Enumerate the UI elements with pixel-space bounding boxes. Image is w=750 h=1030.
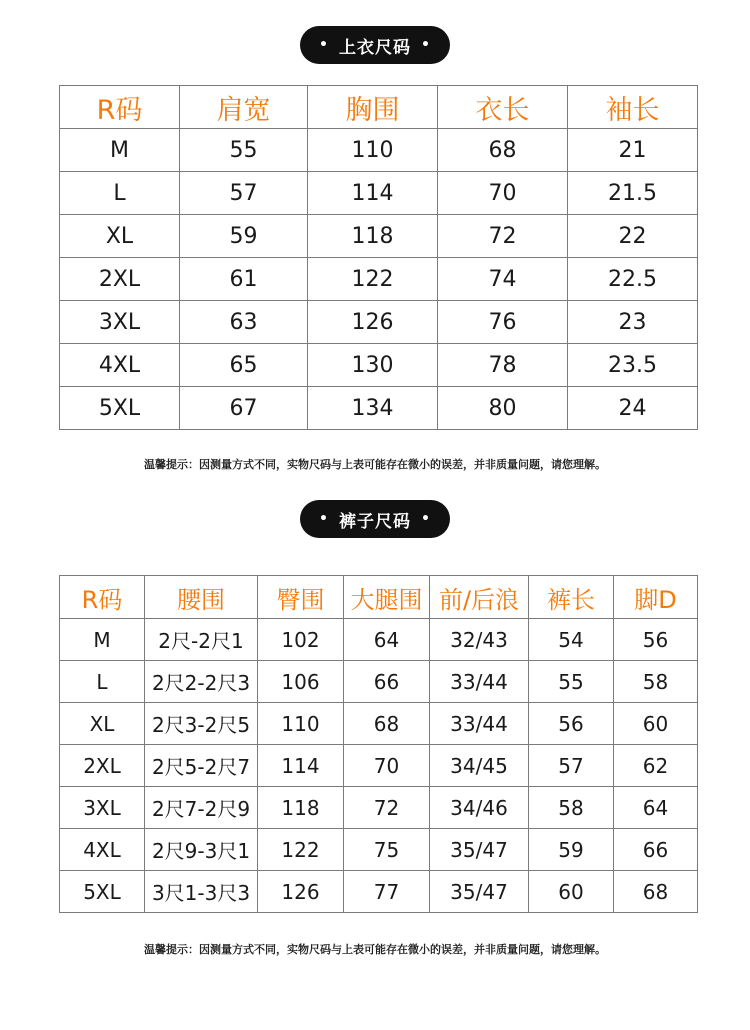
table-row (60, 871, 698, 913)
table-row (60, 129, 698, 172)
table-cell: 4XL (60, 829, 145, 871)
table-row (60, 172, 698, 215)
table-row (60, 745, 698, 787)
table-cell: 78 (438, 344, 568, 387)
table-cell: L (60, 661, 145, 703)
bottom-section-title: 裤子尺码 (339, 511, 411, 532)
top-size-table (59, 85, 698, 430)
table-cell: 22.5 (568, 258, 698, 301)
table-cell: 134 (308, 387, 438, 430)
table-cell: 54 (529, 619, 614, 661)
table-cell: 35/47 (430, 871, 529, 913)
header-cell: 裤长 (529, 576, 614, 619)
table-cell: 102 (258, 619, 344, 661)
table-cell: 118 (308, 215, 438, 258)
table-row (60, 787, 698, 829)
table-cell: 21.5 (568, 172, 698, 215)
table-cell: 33/44 (430, 661, 529, 703)
table-cell: 66 (614, 829, 698, 871)
table-cell: 55 (180, 129, 308, 172)
table-header-row (60, 576, 698, 619)
header-cell: 臀围 (258, 576, 344, 619)
bottom-note: 温馨提示：因测量方式不同，实物尺码与上表可能存在微小的误差，并非质量问题，请您理解。 (144, 943, 606, 956)
table-cell: 35/47 (430, 829, 529, 871)
table-cell: 77 (344, 871, 430, 913)
table-cell: 75 (344, 829, 430, 871)
table-cell: 2尺3-2尺5 (145, 703, 258, 745)
table-cell: 5XL (60, 387, 180, 430)
table-cell: 74 (438, 258, 568, 301)
table-cell: 59 (180, 215, 308, 258)
table-cell: 3尺1-3尺3 (145, 871, 258, 913)
table-cell: 64 (614, 787, 698, 829)
table-cell: 3XL (60, 787, 145, 829)
table-cell: 63 (180, 301, 308, 344)
table-cell: 64 (344, 619, 430, 661)
table-cell: 57 (529, 745, 614, 787)
table-row (60, 344, 698, 387)
table-cell: 68 (344, 703, 430, 745)
table-cell: 56 (614, 619, 698, 661)
dot-left: • (319, 511, 329, 527)
table-row (60, 387, 698, 430)
table-row (60, 829, 698, 871)
table-cell: 72 (438, 215, 568, 258)
table-cell: 118 (258, 787, 344, 829)
table-cell: 24 (568, 387, 698, 430)
table-row (60, 215, 698, 258)
table-cell: 23.5 (568, 344, 698, 387)
dot-right: • (421, 37, 431, 53)
top-note: 温馨提示：因测量方式不同，实物尺码与上表可能存在微小的误差，并非质量问题，请您理解。 (144, 458, 606, 471)
table-cell: 126 (308, 301, 438, 344)
table-cell: 23 (568, 301, 698, 344)
table-cell: XL (60, 215, 180, 258)
table-cell: 2XL (60, 258, 180, 301)
table-cell: 61 (180, 258, 308, 301)
table-cell: 2尺9-3尺1 (145, 829, 258, 871)
table-row (60, 301, 698, 344)
table-cell: 2尺-2尺1 (145, 619, 258, 661)
table-cell: 2XL (60, 745, 145, 787)
table-cell: 62 (614, 745, 698, 787)
pants-size-table (59, 575, 698, 913)
table-cell: 34/45 (430, 745, 529, 787)
table-cell: 5XL (60, 871, 145, 913)
header-cell: 前/后浪 (430, 576, 529, 619)
top-section-title: 上衣尺码 (339, 37, 411, 58)
table-cell: 106 (258, 661, 344, 703)
dot-left: • (319, 37, 329, 53)
table-cell: 76 (438, 301, 568, 344)
table-cell: 33/44 (430, 703, 529, 745)
table-cell: 2尺7-2尺9 (145, 787, 258, 829)
table-cell: 4XL (60, 344, 180, 387)
table-cell: 60 (529, 871, 614, 913)
table-cell: 70 (344, 745, 430, 787)
table-cell: 80 (438, 387, 568, 430)
top-section-title-pill (300, 26, 450, 64)
table-cell: 68 (438, 129, 568, 172)
table-cell: L (60, 172, 180, 215)
table-cell: 32/43 (430, 619, 529, 661)
header-cell: 肩宽 (180, 86, 308, 129)
table-cell: 122 (258, 829, 344, 871)
table-cell: 2尺5-2尺7 (145, 745, 258, 787)
table-cell: 22 (568, 215, 698, 258)
bottom-section-title-pill (300, 500, 450, 538)
table-cell: 58 (529, 787, 614, 829)
table-cell: 2尺2-2尺3 (145, 661, 258, 703)
table-cell: 21 (568, 129, 698, 172)
header-cell: 脚D (614, 576, 698, 619)
table-cell: 55 (529, 661, 614, 703)
table-cell: M (60, 619, 145, 661)
table-cell: 126 (258, 871, 344, 913)
table-cell: 130 (308, 344, 438, 387)
header-cell: 袖长 (568, 86, 698, 129)
table-cell: 66 (344, 661, 430, 703)
table-row (60, 703, 698, 745)
header-cell: R码 (60, 576, 145, 619)
table-header-row (60, 86, 698, 129)
table-cell: XL (60, 703, 145, 745)
table-cell: 72 (344, 787, 430, 829)
table-cell: 3XL (60, 301, 180, 344)
table-cell: 114 (308, 172, 438, 215)
table-cell: 122 (308, 258, 438, 301)
table-cell: 70 (438, 172, 568, 215)
header-cell: R码 (60, 86, 180, 129)
header-cell: 腰围 (145, 576, 258, 619)
table-cell: 57 (180, 172, 308, 215)
header-cell: 胸围 (308, 86, 438, 129)
dot-right: • (421, 511, 431, 527)
table-row (60, 258, 698, 301)
table-cell: 34/46 (430, 787, 529, 829)
header-cell: 大腿围 (344, 576, 430, 619)
table-cell: 65 (180, 344, 308, 387)
table-cell: 56 (529, 703, 614, 745)
table-cell: 59 (529, 829, 614, 871)
table-row (60, 619, 698, 661)
table-cell: 110 (258, 703, 344, 745)
table-cell: 60 (614, 703, 698, 745)
table-cell: M (60, 129, 180, 172)
table-row (60, 661, 698, 703)
table-cell: 68 (614, 871, 698, 913)
table-cell: 67 (180, 387, 308, 430)
table-cell: 110 (308, 129, 438, 172)
header-cell: 衣长 (438, 86, 568, 129)
table-cell: 58 (614, 661, 698, 703)
table-cell: 114 (258, 745, 344, 787)
